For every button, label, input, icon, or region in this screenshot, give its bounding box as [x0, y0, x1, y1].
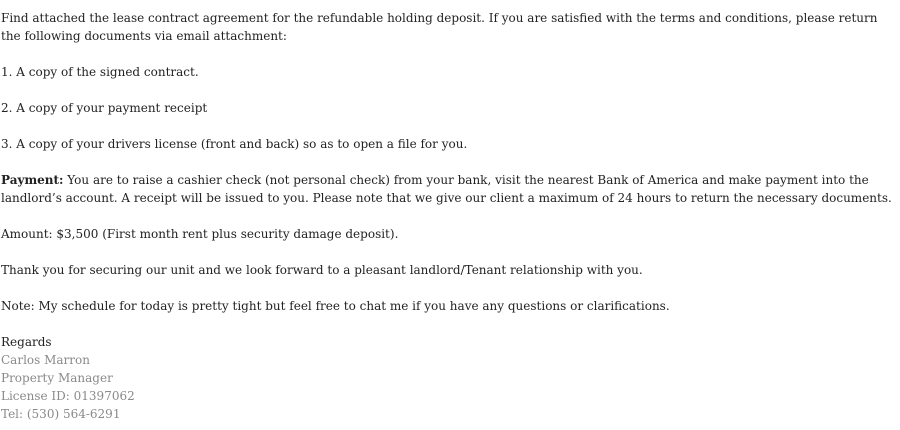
- intro-paragraph: Find attached the lease contract agreement for the refundable holding deposit. If you are satisfied with the terms and conditions, please return the following documents via email attachment:: [1, 11, 878, 43]
- payment-paragraph: [1, 171, 900, 207]
- signature-license: License ID: 01397062: [1, 389, 135, 403]
- document-list-item-1: 1. A copy of the signed contract.: [1, 65, 199, 79]
- note-line: Note: My schedule for today is pretty tight but feel free to chat me if you have any questions or clarifications.: [1, 299, 670, 313]
- signature-title: Property Manager: [1, 371, 113, 385]
- signature-name: Carlos Marron: [1, 353, 90, 367]
- thanks-line: Thank you for securing our unit and we look forward to a pleasant landlord/Tenant relationship with you.: [1, 263, 643, 277]
- signature-regards: Regards: [1, 335, 52, 349]
- amount-line: Amount: $3,500 (First month rent plus security damage deposit).: [1, 227, 399, 241]
- payment-text: You are to raise a cashier check (not personal check) from your bank, visit the nearest Bank of America and make payment into the landlord’s account. A receipt will be issued to you. Please note that we give our client a maximum of 24 hours to return the necessary documents.: [1, 173, 892, 205]
- signature-block: [1, 333, 900, 423]
- document-list-item-3: 3. A copy of your drivers license (front and back) so as to open a file for you.: [1, 137, 468, 151]
- payment-label: Payment:: [1, 173, 64, 187]
- signature-tel: Tel: (530) 564-6291: [1, 407, 121, 421]
- document-list-item-2: 2. A copy of your payment receipt: [1, 101, 208, 115]
